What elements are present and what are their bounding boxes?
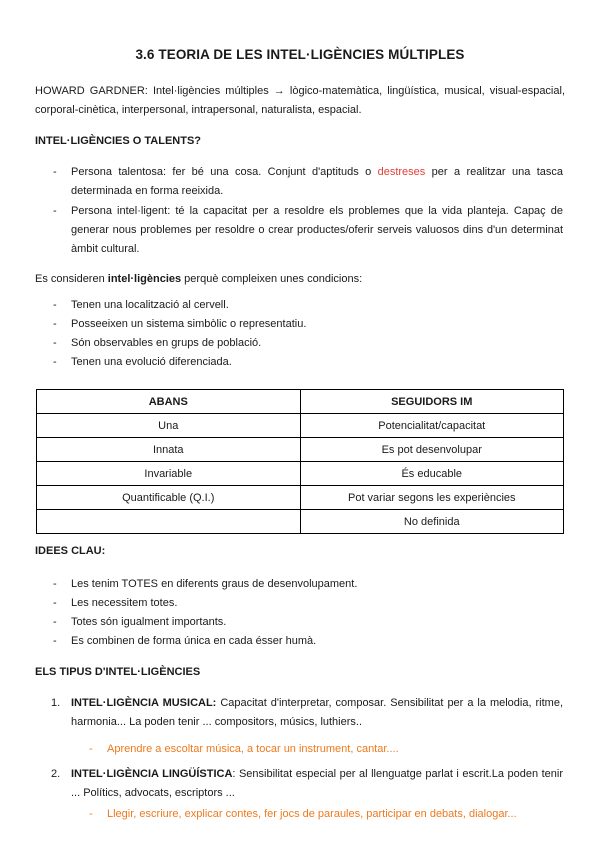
bullet-dash: - [53,318,57,330]
bullet-dash: - [53,597,57,609]
table-cell: Pot variar segons les experiències [300,486,564,510]
ideas-clau-heading: IDEES CLAU: [35,545,106,557]
bullet-dash: - [53,356,57,368]
comparison-table [36,389,564,534]
intro-paragraph: HOWARD GARDNER: Intel·ligències múltiples → lògico-matemàtica, lingüística, musical, visual-espacial, corporal-cinètica, interpersonal, intrapersonal, naturalista, espacial. [35,85,565,116]
item-number: 2. [51,768,61,780]
table-row [37,486,564,510]
activity-linguistica: Llegir, escriure, explicar contes, fer jocs de paraules, participar en debats, dialogar... [107,808,517,820]
list-item: Es combinen de forma única en cada ésser humà. [71,635,317,647]
bullet-dash: - [53,299,57,311]
table-cell: Es pot desenvolupar [300,438,564,462]
table-cell: És educable [300,462,564,486]
table-row [37,462,564,486]
table-header-seguidors: SEGUIDORS IM [300,390,564,414]
bullet-intelligent: Persona intel·ligent: té la capacitat per a resoldre els problemes que la vida planteja. Capaç de generar nous problemes per resoldre o crear productes/oferir serveis valuosos dins d'un determinat àmbit cultural. [71,205,563,255]
list-item: Tenen una evolució diferenciada. [71,356,232,368]
list-item: Tenen una localització al cervell. [71,299,229,311]
bullet-dash: - [89,743,93,755]
list-item: Totes són igualment importants. [71,616,227,628]
table-cell [37,510,301,534]
bullet-dash: - [89,808,93,820]
table-header-abans: ABANS [37,390,301,414]
text-span: perquè compleixen unes condicions: [181,273,363,285]
bullet-text: per a realitzar una tasca determinada en forma reeixida. [71,166,563,197]
table-row [37,438,564,462]
bullet-dash: - [53,578,57,590]
table-header-row [37,390,564,414]
bullet-dash: - [53,635,57,647]
table-cell: Invariable [37,462,301,486]
bullet-dash: - [53,616,57,628]
bullet-text: Persona talentosa: fer bé una cosa. Conjunt d'aptituds o [71,166,378,178]
table-cell: No definida [300,510,564,534]
bold-term: intel·ligències [107,273,182,285]
highlight-destreses: destreses [377,166,426,178]
table-cell: Una [37,414,301,438]
page-title: 3.6 TEORIA DE LES INTEL·LIGÈNCIES MÚLTIPLES [135,47,465,62]
bullet-dash: - [53,166,57,178]
bullet-talentosa [71,163,563,201]
list-item: Són observables en grups de població. [71,337,262,349]
tipus-label: INTEL·LIGÈNCIA LINGÜÍSTICA [71,768,233,780]
table-cell: Innata [37,438,301,462]
tipus-text: Capacitat d'interpretar, composar. Sensibilitat per a la melodia, ritme, harmonia... La poden tenir ... compositors, músics, luthiers.. [71,697,564,728]
bullet-dash: - [53,337,57,349]
text-span: Es consideren [35,273,108,285]
section-talents-heading: INTEL·LIGÈNCIES O TALENTS? [35,135,202,147]
tipus-label: INTEL·LIGÈNCIA MUSICAL: [71,697,217,709]
bullet-dash: - [53,205,57,217]
table-row [37,414,564,438]
tipus-musical [71,694,563,732]
table-cell: Quantificable (Q.I.) [37,486,301,510]
activity-musical: Aprendre a escoltar música, a tocar un instrument, cantar.... [107,743,399,755]
list-item: Posseeixen un sistema simbòlic o representatiu. [71,318,307,330]
list-item: Les tenim TOTES en diferents graus de desenvolupament. [71,578,358,590]
tipus-heading: ELS TIPUS D'INTEL·LIGÈNCIES [35,666,201,678]
tipus-text: : Sensibilitat especial per al llenguatge parlat i escrit.La poden tenir ... Polítics, advocats, escriptors ... [71,768,563,799]
table-cell: Potencialitat/capacitat [300,414,564,438]
tipus-linguistica [71,765,563,803]
condicions-intro [35,270,362,289]
table-row [37,510,564,534]
item-number: 1. [51,697,61,709]
list-item: Les necessitem totes. [71,597,178,609]
